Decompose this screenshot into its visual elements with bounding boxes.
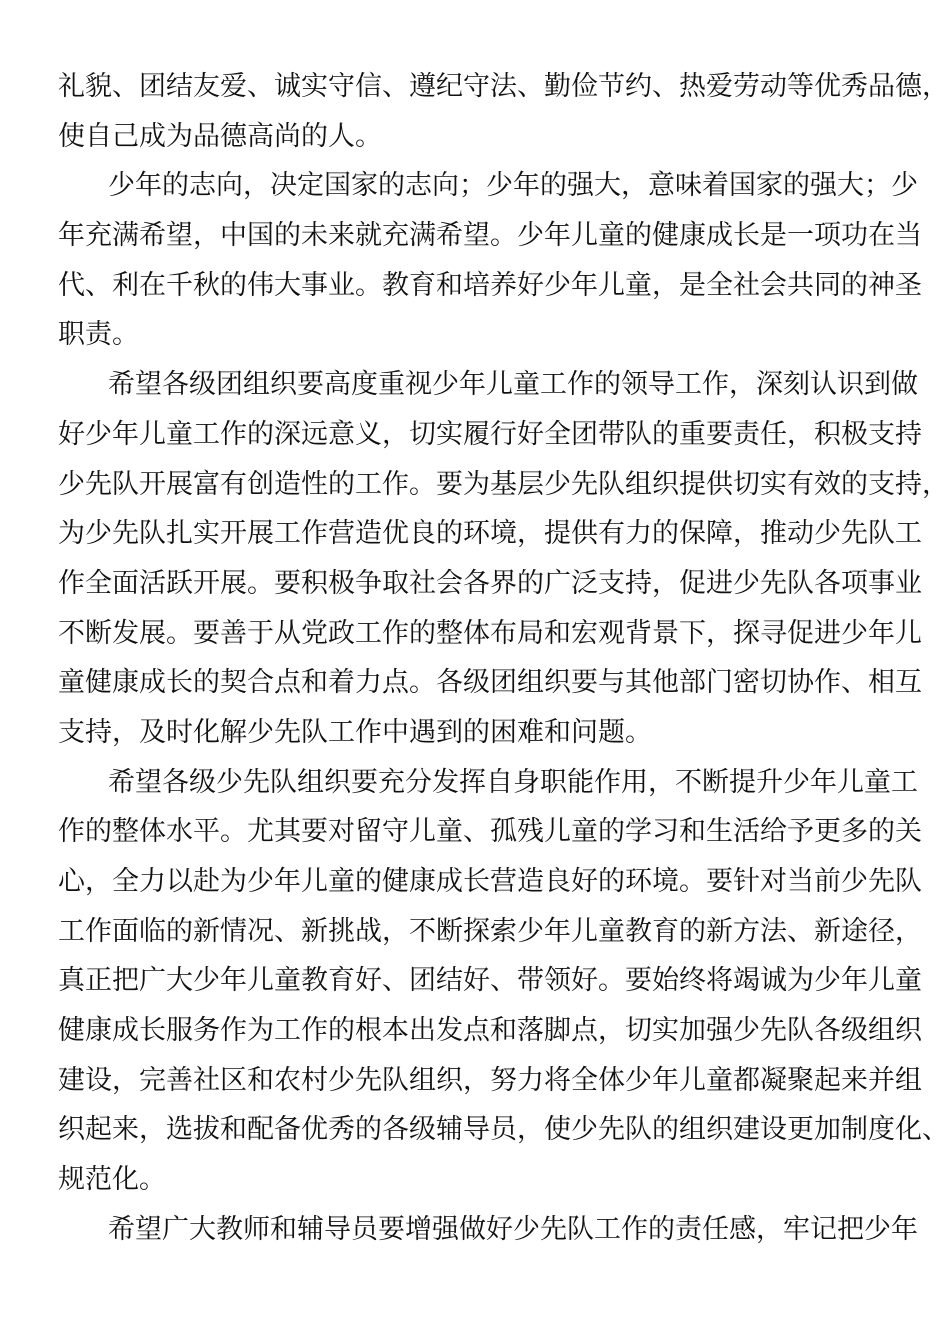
text-line: 健康成长服务作为工作的根本出发点和落脚点，切实加强少先队各级组织 xyxy=(58,1015,922,1047)
text-line: 为少先队扎实开展工作营造优良的环境，提供有力的保障，推动少先队工 xyxy=(58,518,922,550)
text-line: 支持，及时化解少先队工作中遇到的困难和问题。 xyxy=(58,716,652,748)
text-line: 希望各级少先队组织要充分发挥自身职能作用，不断提升少年儿童工 xyxy=(108,766,918,798)
paragraph-5 xyxy=(58,1205,918,1255)
paragraph-2 xyxy=(58,161,922,360)
text-line: 心，全力以赴为少年儿童的健康成长营造良好的环境。要针对当前少先队 xyxy=(58,866,922,897)
text-line: 代、利在千秋的伟大事业。教育和培养好少年儿童，是全社会共同的神圣 xyxy=(58,269,922,301)
text-line: 职责。 xyxy=(58,319,139,351)
text-line: 希望各级团组织要高度重视少年儿童工作的领导工作，深刻认识到做 xyxy=(108,369,918,401)
text-line: 少年的志向，决定国家的志向；少年的强大，意味着国家的强大；少 xyxy=(108,170,918,202)
text-line: 作全面活跃开展。要积极争取社会各界的广泛支持，促进少先队各项事业 xyxy=(58,567,922,599)
paragraph-1 xyxy=(58,62,949,161)
text-line: 童健康成长的契合点和着力点。各级团组织要与其他部门密切协作、相互 xyxy=(58,667,922,699)
text-line: 真正把广大少年儿童教育好、团结好、带领好。要始终将竭诚为少年儿童 xyxy=(58,965,922,997)
text-line: 建设，完善社区和农村少先队组织，努力将全体少年儿童都凝聚起来并组 xyxy=(58,1064,922,1096)
text-line: 作的整体水平。尤其要对留守儿童、孤残儿童的学习和生活给予更多的关 xyxy=(58,816,922,848)
paragraph-4 xyxy=(58,758,949,1205)
text-line: 礼貌、团结友爱、诚实守信、遵纪守法、勤俭节约、热爱劳动等优秀品德， xyxy=(58,71,949,102)
text-line: 织起来，选拔和配备优秀的各级辅导员，使少先队的组织建设更加制度化、 xyxy=(58,1114,949,1146)
text-line: 工作面临的新情况、新挑战，不断探索少年儿童教育的新方法、新途径， xyxy=(58,915,922,947)
paragraph-3 xyxy=(58,360,949,758)
text-line: 少先队开展富有创造性的工作。要为基层少先队组织提供切实有效的支持， xyxy=(58,468,949,500)
document-page xyxy=(58,62,949,1255)
text-line: 希望广大教师和辅导员要增强做好少先队工作的责任感，牢记把少年 xyxy=(108,1213,918,1245)
text-line: 使自己成为品德高尚的人。 xyxy=(58,120,382,152)
text-line: 年充满希望，中国的未来就充满希望。少年儿童的健康成长是一项功在当 xyxy=(58,220,922,252)
text-line: 好少年儿童工作的深远意义，切实履行好全团带队的重要责任，积极支持 xyxy=(58,418,922,450)
text-line: 规范化。 xyxy=(58,1164,166,1196)
text-line: 不断发展。要善于从党政工作的整体布局和宏观背景下，探寻促进少年儿 xyxy=(58,617,922,649)
